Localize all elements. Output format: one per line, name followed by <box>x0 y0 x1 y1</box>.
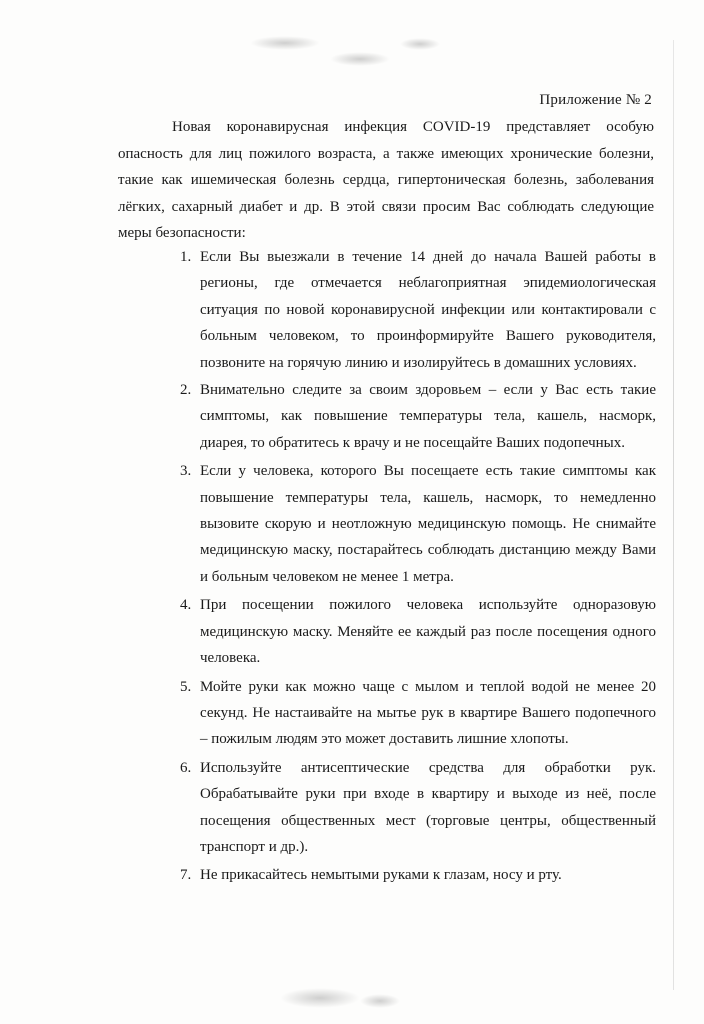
list-item-number: 5. <box>180 678 192 695</box>
list-item-text: Мойте руки как можно чаще с мылом и теплой водой не менее 20 секунд. Не настаивайте на мытье рук в квартире Вашего подопечного – пожилым людям это может доставить лишние хлопоты. <box>200 678 656 748</box>
scan-smudge <box>250 36 320 50</box>
list-item <box>172 244 656 376</box>
scan-smudge <box>330 52 390 66</box>
intro-paragraph: Новая коронавирусная инфекция COVID-19 представляет особую опасность для лиц пожилого возраста, а также имеющих хронические болезни, такие как ишемическая болезнь сердца, гипертоническая болезнь, заболевания лёгких, сахарный диабет и др. В этой связи просим Вас соблюдать следующие меры безопасности: <box>118 119 654 241</box>
appendix-label: Приложение № 2 <box>539 92 652 108</box>
list-item-number: 3. <box>180 463 192 480</box>
list-item-text: Используйте антисептические средства для обработки рук. Обрабатывайте руки при входе в квартиру и выходе из неё, после посещения общественных мест (торговые центры, общественный транспорт и др.). <box>200 759 656 855</box>
list-item <box>172 862 656 888</box>
list-item <box>172 755 656 861</box>
list-item-number: 7. <box>180 867 192 884</box>
scan-smudge <box>400 38 440 50</box>
list-item-number: 4. <box>180 597 192 614</box>
list-item <box>172 458 656 590</box>
safety-measures-list <box>172 244 656 891</box>
list-item-text: При посещении пожилого человека используйте одноразовую медицинскую маску. Меняйте ее каждый раз после посещения одного человека. <box>200 597 656 667</box>
list-item <box>172 674 656 753</box>
scan-edge-line <box>673 40 674 990</box>
list-item-text: Не прикасайтесь немытыми руками к глазам, носу и рту. <box>200 867 562 884</box>
list-item-text: Если Вы выезжали в течение 14 дней до начала Вашей работы в регионы, где отмечается неблагоприятная эпидемиологическая ситуация по новой коронавирусной инфекции или контактировали с больным человеком, то проинформируйте Вашего руководителя, позвоните на горячую линию и изолируйтесь в домашних условиях. <box>200 249 656 371</box>
list-item-number: 6. <box>180 759 192 776</box>
list-item-number: 2. <box>180 382 192 399</box>
list-item-text: Если у человека, которого Вы посещаете есть такие симптомы как повышение температуры тела, кашель, насморк, то немедленно вызовите скорую и неотложную медицинскую помощь. Не снимайте медицинскую маску, постарайтесь соблюдать дистанцию между Вами и больным человеком не менее 1 метра. <box>200 463 656 585</box>
scan-smudge <box>280 988 360 1008</box>
list-item-text: Внимательно следите за своим здоровьем – если у Вас есть такие симптомы, как повышение температуры тела, кашель, насморк, диарея, то обратитесь к врачу и не посещайте Ваших подопечных. <box>200 382 656 451</box>
list-item-number: 1. <box>180 249 192 265</box>
scan-smudge <box>360 994 400 1008</box>
list-item <box>172 377 656 456</box>
list-item <box>172 592 656 671</box>
